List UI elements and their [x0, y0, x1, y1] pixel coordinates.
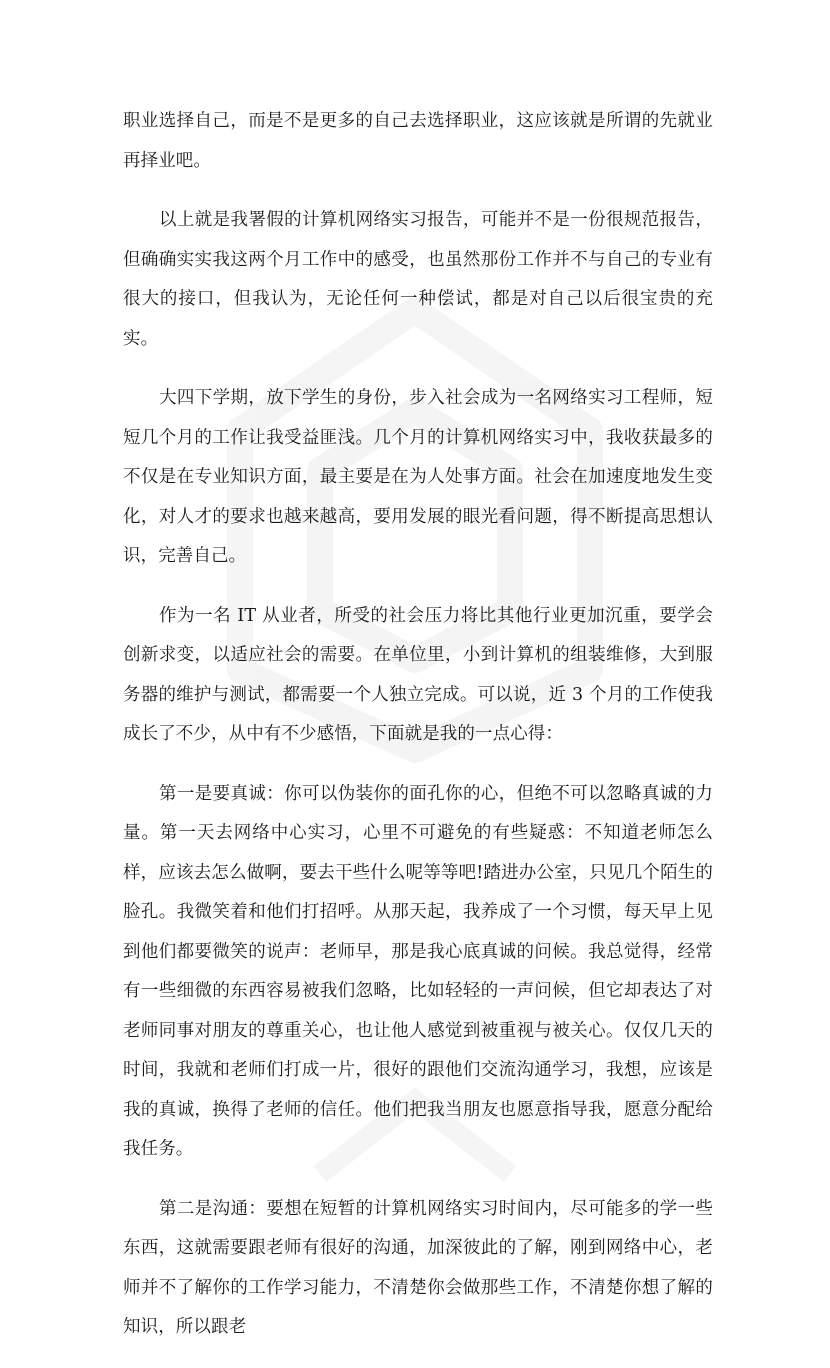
paragraph: 第二是沟通：要想在短暂的计算机网络实习时间内，尽可能多的学一些东西，这就需要跟老师有很好的沟通，加深彼此的了解，刚到网络中心，老师并不了解你的工作学习能力，不清楚你会做那些工作，不清楚你想了解的知识，所以跟老 [123, 1198, 713, 1337]
paragraph: 作为一名 IT 从业者，所受的社会压力将比其他行业更加沉重，要学会创新求变，以适应社会的需要。在单位里，小到计算机的组装维修，大到服务器的维护与测试，都需要一个人独立完成。可以说，近 3 个月的工作使我成长了不少，从中有不少感悟，下面就是我的一点心得： [123, 605, 713, 744]
paragraph: 以上就是我署假的计算机网络实习报告，可能并不是一份很规范报告，但确确实实我这两个月工作中的感受，也虽然那份工作并不与自己的专业有很大的接口，但我认为，无论任何一种偿试，都是对自己以后很宝贵的充实。 [123, 210, 713, 349]
document-body [123, 102, 713, 1368]
paragraph: 第一是要真诚：你可以伪装你的面孔你的心，但绝不可以忽略真诚的力量。第一天去网络中心实习，心里不可避免的有些疑惑：不知道老师怎么样，应该去怎么做啊，要去干些什么呢等等吧!踏进办公室，只见几个陌生的脸孔。我微笑着和他们打招呼。从那天起，我养成了一个习惯，每天早上见到他们都要微笑的说声：老师早，那是我心底真诚的问候。我总觉得，经常有一些细微的东西容易被我们忽略，比如轻轻的一声问候，但它却表达了对老师同事对朋友的尊重关心，也让他人感觉到被重视与被关心。仅仅几天的时间，我就和老师们打成一片，很好的跟他们交流沟通学习，我想，应该是我的真诚，换得了老师的信任。他们把我当朋友也愿意指导我，愿意分配给我任务。 [123, 783, 713, 1159]
paragraph: 大四下学期，放下学生的身份，步入社会成为一名网络实习工程师，短短几个月的工作让我受益匪浅。几个月的计算机网络实习中，我收获最多的不仅是在专业知识方面，最主要是在为人处事方面。社会在加速度地发生变化，对人才的要求也越来越高，要用发展的眼光看问题，得不断提高思想认识，完善自己。 [123, 388, 713, 566]
paragraph: 职业选择自己，而是不是更多的自己去选择职业，这应该就是所谓的先就业再择业吧。 [123, 111, 713, 171]
